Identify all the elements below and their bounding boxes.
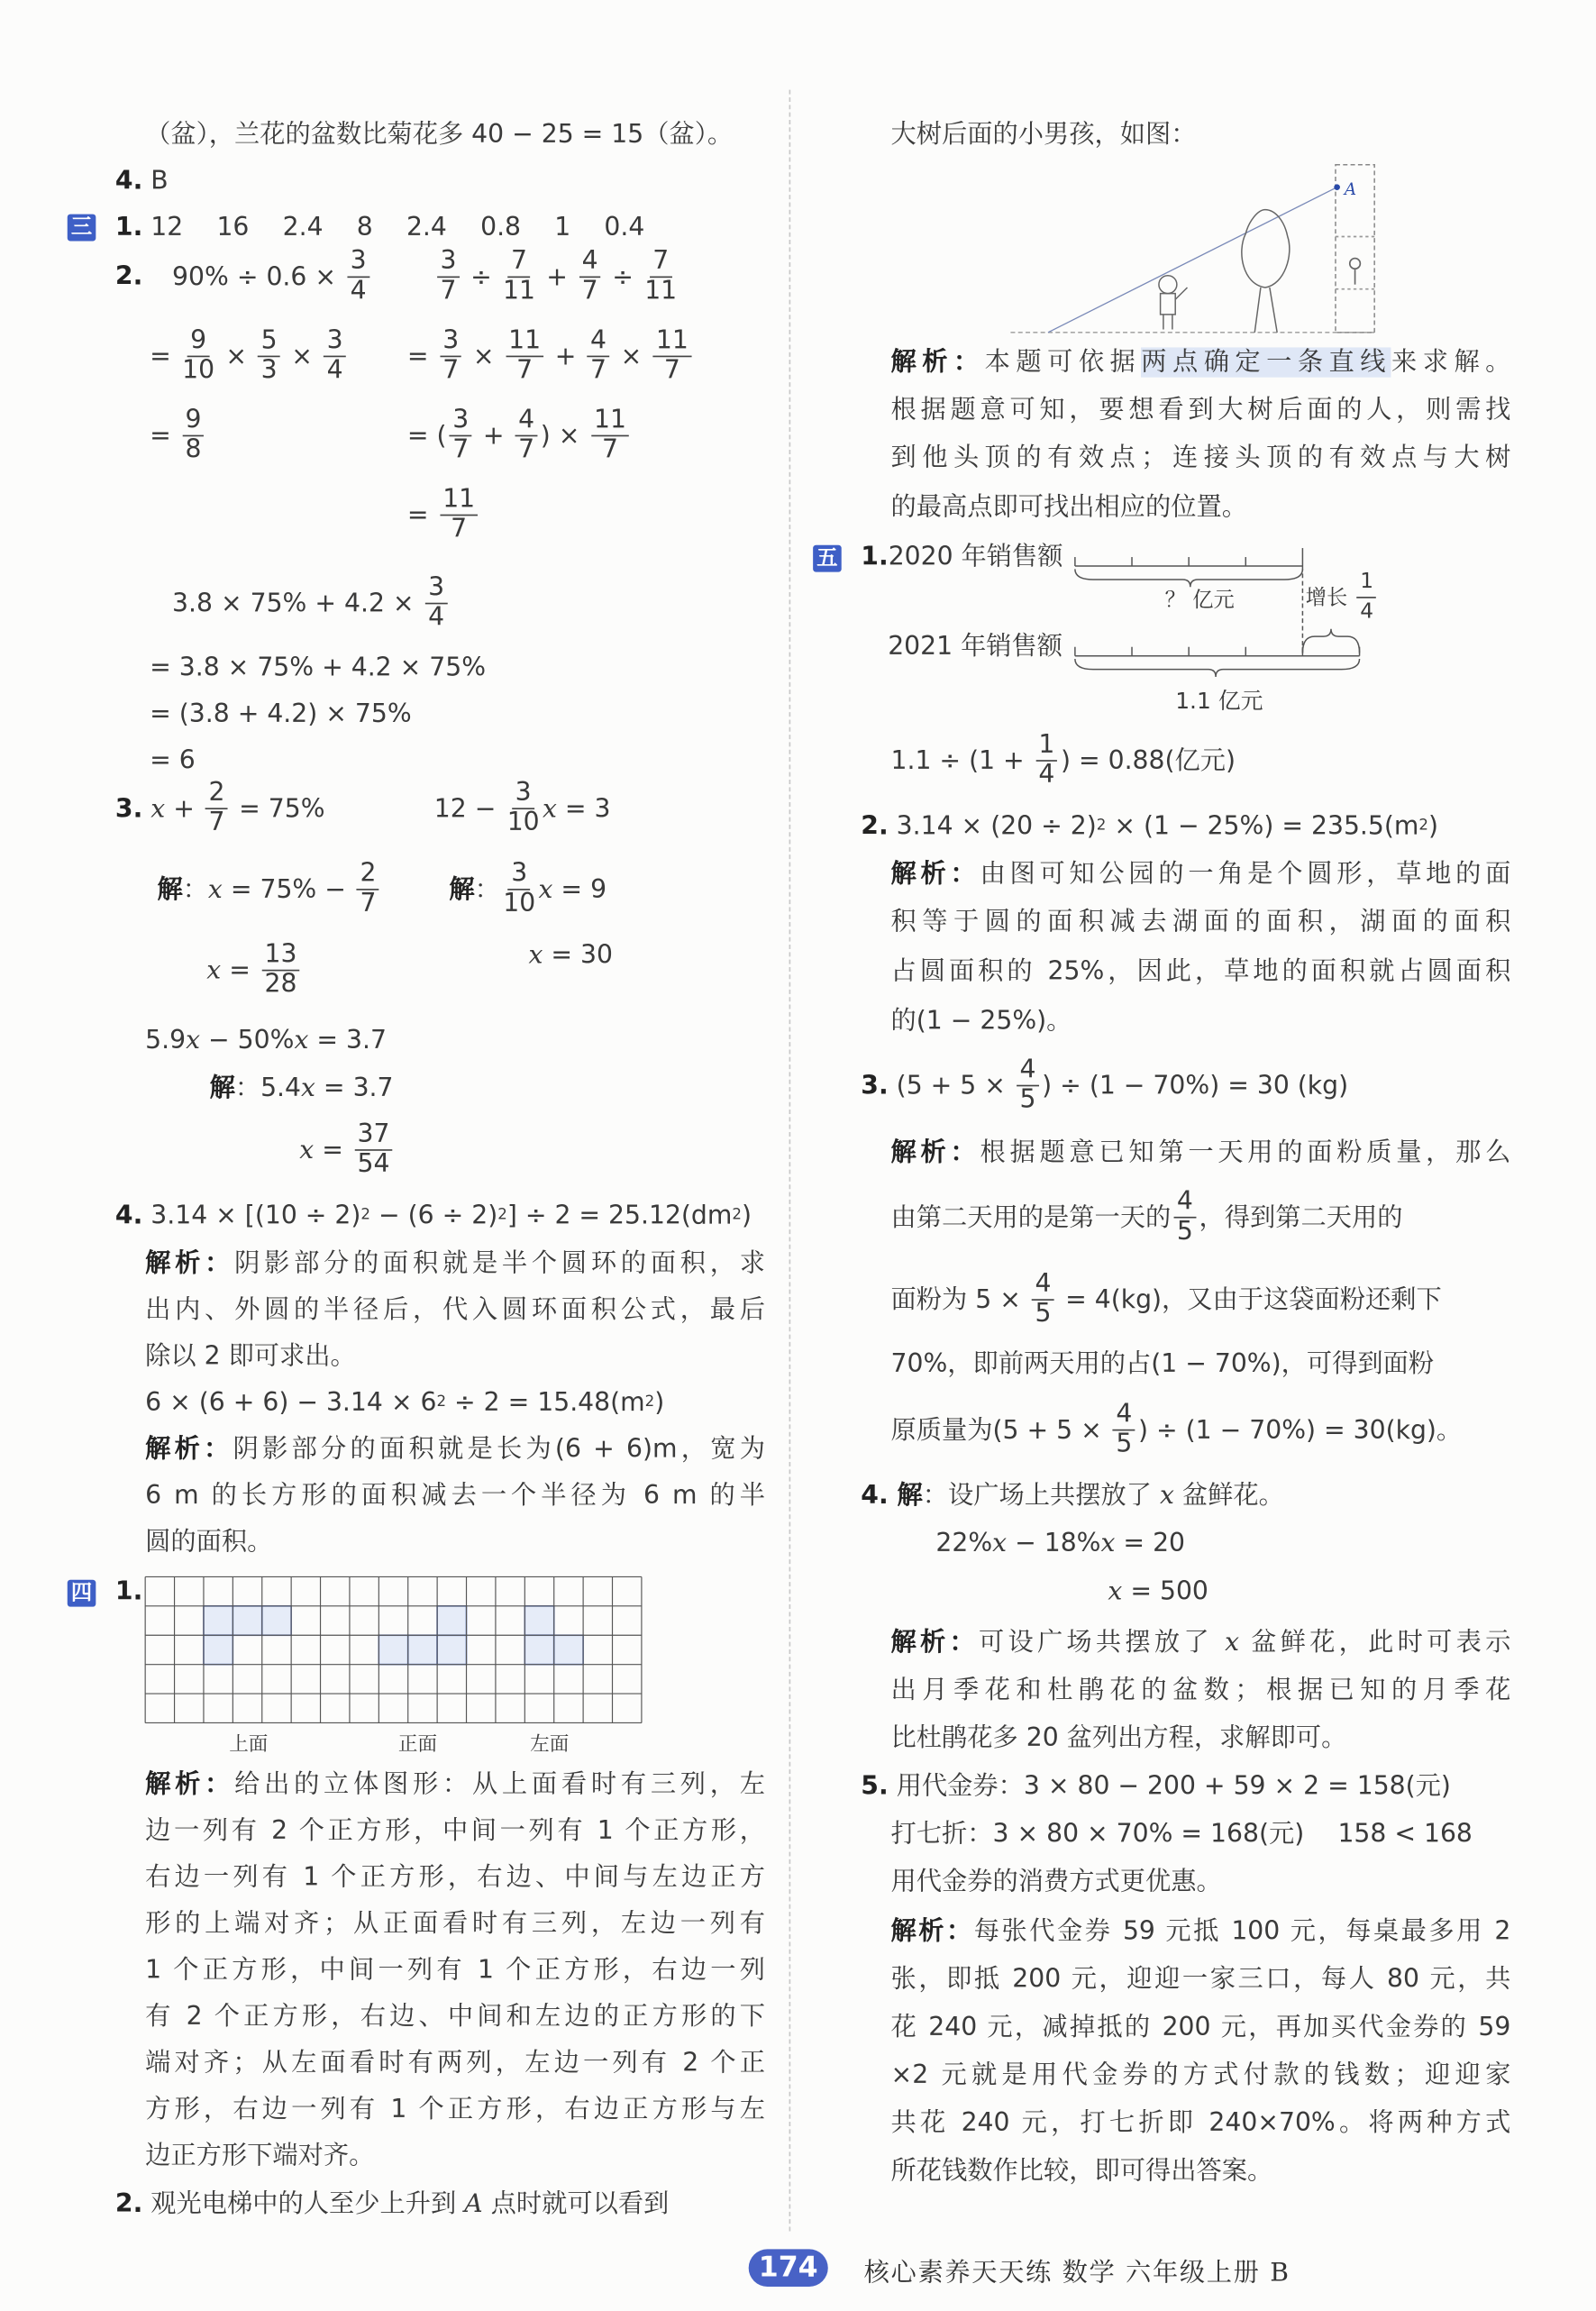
numerator: 3: [440, 327, 462, 357]
denominator: 54: [357, 1149, 390, 1180]
text-segment: 张，即抵 200 元，迎迎一家三口，每人 80 元，共: [890, 1964, 1511, 1995]
numerator: 2: [357, 860, 379, 890]
text-segment: − (6 ÷ 2): [370, 1201, 498, 1231]
analysis-line: [891, 2059, 1511, 2092]
numerator: 7: [650, 248, 672, 278]
bold-label: 3.: [861, 1070, 889, 1101]
bold-label: 解析：: [145, 1434, 233, 1465]
text-segment: 3.14 × [(10 ÷ 2): [142, 1201, 361, 1231]
denominator: 7: [360, 889, 377, 919]
bold-label: 解析：: [890, 1916, 974, 1947]
text-segment: = 30: [543, 940, 613, 971]
bold-label: 2.: [861, 811, 889, 842]
denominator: 11: [644, 276, 678, 306]
text-segment: 12 −: [433, 793, 505, 824]
numerator: 11: [506, 327, 544, 357]
text-segment: × (1 − 25%) = 235.5(m: [1106, 811, 1419, 842]
numerator: 3: [347, 248, 369, 278]
text-segment: +: [546, 341, 585, 372]
text-segment: 增长: [1305, 585, 1354, 610]
text-segment: ): [741, 1201, 752, 1231]
bold-label: 解: [209, 1073, 235, 1104]
analysis-line: [891, 1674, 1511, 1707]
numerator: 3: [324, 327, 346, 357]
denominator: 5: [1116, 1429, 1133, 1460]
denominator: 7: [663, 355, 680, 386]
bold-label: 解析：: [890, 1137, 980, 1168]
numerator: 5: [258, 327, 280, 357]
analysis-line: [891, 1188, 1403, 1247]
text-segment: 大树后面的小男孩，如图：: [890, 119, 1197, 151]
text-segment: 5.9: [145, 1026, 187, 1056]
denominator: 5: [1019, 1084, 1036, 1115]
math-line: [890, 729, 1236, 790]
text-segment: 由图可知公园的一角是个圆形，草地的面: [980, 859, 1511, 890]
fraction: [1035, 729, 1058, 790]
text-segment: 所花钱数作比较，即可得出答案。: [890, 2156, 1273, 2187]
bold-label: 解析：: [890, 1627, 979, 1658]
text-segment: = (3.8 + 4.2) × 75%: [150, 699, 412, 730]
superscript: 2: [436, 1393, 447, 1411]
text-segment: = 3.7: [315, 1073, 394, 1104]
denominator: 7: [518, 434, 535, 465]
text-segment: 占圆面积的 25%，因此，草地的面积就占圆面积: [890, 956, 1511, 987]
bold-label: 1.: [861, 542, 889, 572]
text-segment: 来求解。: [1391, 347, 1511, 378]
analysis-line: [891, 1401, 1463, 1459]
variable: x: [207, 874, 223, 905]
text-segment: = 20: [1115, 1529, 1186, 1559]
analysis-line: [891, 2107, 1511, 2141]
text-segment: 12 16 2.4 8 2.4 0.8 1 0.4: [142, 212, 645, 243]
answer-line: [891, 1866, 1222, 1899]
text-segment: ？ 亿元: [1164, 588, 1235, 613]
numerator: 4: [1113, 1401, 1135, 1430]
denominator: 10: [506, 808, 540, 838]
numerator: 2: [205, 780, 228, 809]
highlighted-text: 两点确定一条直线: [1141, 347, 1392, 378]
text-segment: = 6: [150, 745, 196, 776]
text-segment: 根据题意已知第一天用的面粉质量，那么: [980, 1137, 1511, 1168]
text-segment: ] ÷ 2 = 25.12(dm: [506, 1201, 733, 1231]
book-title: 核心素养天天练 数学 六年级上册 B: [863, 2258, 1290, 2288]
variable: x: [992, 1529, 1008, 1559]
text-segment: 22%: [935, 1529, 993, 1559]
denominator: 4: [326, 355, 343, 386]
numerator: 3: [512, 780, 534, 809]
text-segment: 的最高点即可找出相应的位置。: [890, 492, 1247, 523]
numerator: 11: [591, 406, 630, 436]
denominator: 7: [208, 808, 225, 838]
numerator: 1: [1035, 732, 1058, 762]
analysis-line: [891, 1347, 1435, 1381]
text-segment: 右边一列有 1 个正方形，右边、中间与左边正方: [145, 1862, 765, 1894]
analysis-line: [891, 1963, 1511, 1996]
text-segment: ×: [464, 341, 503, 372]
text-segment: ) ×: [540, 420, 588, 452]
denominator: 7: [590, 355, 606, 386]
text-segment: +: [538, 261, 576, 292]
variable: x: [301, 1073, 315, 1104]
text-segment: =: [406, 499, 437, 531]
text-segment: 有 2 个正方形，右边、中间和左边的正方形的下: [145, 2002, 765, 2032]
text-segment: 比杜鹃花多 20 盆列出方程，求解即可。: [890, 1723, 1347, 1754]
numerator: 4: [588, 327, 610, 357]
math-line: [861, 1056, 1348, 1115]
text-segment: 形的上端对齐；从正面看时有三列，左边一列有: [145, 1909, 765, 1940]
numerator: 3: [508, 860, 531, 890]
analysis-line: [891, 1915, 1511, 1949]
answer-line: [861, 1770, 1451, 1804]
text-segment: 阴影部分的面积就是半个圆环的面积，求: [234, 1248, 766, 1279]
text-segment: = 9: [552, 874, 607, 905]
superscript: 2: [1418, 818, 1429, 835]
text-segment: 原质量为(5 + 5 ×: [890, 1415, 1110, 1446]
text-segment: 除以 2 即可求出。: [145, 1341, 356, 1372]
text-segment: = 4(kg)，又由于这袋面粉还剩下: [1057, 1284, 1442, 1315]
fraction: [1174, 1188, 1197, 1247]
text-segment: ÷: [604, 261, 642, 292]
bold-label: 4.: [114, 1201, 143, 1231]
variable: x: [528, 940, 543, 971]
bold-label: 4. 解: [861, 1481, 923, 1512]
denominator: 4: [1038, 760, 1055, 790]
text-segment: ×: [217, 341, 256, 372]
grid-label-left: 左面: [530, 1733, 570, 1757]
variable: x: [538, 874, 553, 905]
text-segment: 每张代金券 59 元抵 100 元，每桌最多用 2: [973, 1916, 1511, 1947]
text-segment: = (: [406, 420, 447, 452]
text-segment: =: [314, 1135, 351, 1165]
text-segment: 到他头顶的有效点；连接头顶的有效点与大树: [890, 443, 1511, 474]
denominator: 4: [350, 276, 367, 306]
variable: x: [1108, 1576, 1123, 1607]
numerator: 13: [261, 941, 300, 971]
denominator: 7: [602, 434, 619, 465]
text-segment: − 50%: [200, 1026, 295, 1056]
denominator: 5: [1035, 1299, 1052, 1329]
text-segment: 盆鲜花，此时可表示: [1239, 1627, 1511, 1658]
text-segment: =: [150, 420, 179, 452]
text-segment: = 3.8 × 75% + 4.2 × 75%: [150, 653, 487, 683]
variable: x: [1159, 1481, 1174, 1512]
fraction: [1032, 1271, 1054, 1329]
text-segment: (5 + 5 ×: [888, 1070, 1014, 1101]
math-line: [1108, 1576, 1208, 1609]
text-segment: = 75%: [231, 793, 325, 824]
answer-line: [891, 1818, 1473, 1851]
denominator: 5: [1176, 1216, 1193, 1247]
numerator: 37: [354, 1121, 393, 1151]
fraction: [1113, 1401, 1135, 1459]
denominator: 3: [260, 355, 278, 386]
text-segment: 用代金券的消费方式更优惠。: [890, 1867, 1222, 1897]
bold-label: 3.: [114, 793, 143, 824]
text-segment: 根据题意可知，要想看到大树后面的人，则需找: [890, 395, 1511, 425]
numerator: 4: [515, 406, 538, 436]
analysis-line: [891, 2011, 1511, 2044]
analysis-line: [891, 1137, 1511, 1170]
text-segment: ×: [612, 341, 651, 372]
text-segment: 本题可依据: [984, 347, 1142, 378]
bold-label: 2.: [114, 261, 143, 292]
fraction: [1017, 1056, 1039, 1115]
text-segment: 阴影部分的面积就是长为(6 + 6)m，宽为: [233, 1434, 765, 1465]
page-number: 174: [749, 2249, 828, 2287]
text-segment: = 3.7: [308, 1026, 387, 1056]
text-segment: 1.1 亿元: [1175, 687, 1263, 715]
text-segment: 共花 240 元，打七折即 240×70%。将两种方式: [890, 2108, 1511, 2139]
text-segment: 盆鲜花。: [1173, 1481, 1284, 1512]
variable: A: [464, 2188, 483, 2220]
text-segment: 3.8 × 75% + 4.2 ×: [172, 588, 423, 619]
text-segment: 用代金券：3 × 80 − 200 + 59 × 2 = 158(元): [888, 1771, 1451, 1802]
variable: x: [150, 793, 166, 824]
text-segment: =: [406, 341, 437, 372]
variable: x: [186, 1026, 201, 1056]
variable: x: [542, 793, 557, 824]
text-segment: ÷: [462, 261, 500, 292]
denominator: 28: [264, 969, 297, 1000]
denominator: 7: [451, 514, 468, 544]
bold-label: 解析：: [145, 1248, 235, 1279]
numerator: 4: [1032, 1271, 1054, 1301]
text-segment: 70%，即前两天用的占(1 − 70%)，可得到面粉: [890, 1348, 1435, 1380]
text-segment: ) = 0.88(亿元): [1060, 745, 1236, 776]
superscript: 2: [1096, 818, 1107, 835]
denominator: 7: [440, 276, 457, 306]
bold-label: 1.: [114, 1576, 143, 1607]
text-segment: ): [654, 1388, 665, 1419]
analysis-line: [891, 1005, 1072, 1038]
bold-label: 2.: [114, 2188, 143, 2220]
numerator: 11: [653, 327, 692, 357]
numerator: 9: [182, 406, 205, 436]
text-segment: 观光电梯中的人至少上升到: [142, 2188, 465, 2220]
text-segment: 圆的面积。: [145, 1527, 273, 1557]
text-segment: 6 m 的长方形的面积减去一个半径为 6 m 的半: [145, 1481, 765, 1512]
text-segment: +: [474, 420, 513, 452]
numerator: 1: [1357, 569, 1376, 598]
text-segment: 面粉为 5 ×: [890, 1284, 1029, 1315]
text-segment: ): [1428, 811, 1439, 842]
numerator: 4: [579, 248, 601, 278]
analysis-line: [891, 955, 1511, 989]
text-segment: 1.1 ÷ (1 +: [890, 745, 1033, 776]
variable: x: [1100, 1529, 1116, 1559]
grid-label-top: 上面: [229, 1733, 269, 1757]
bold-label: 解: [449, 874, 475, 905]
superscript: 2: [497, 1207, 507, 1224]
variable: x: [299, 1135, 315, 1165]
text-segment: ：: [474, 874, 500, 905]
denominator: 10: [503, 889, 536, 919]
numerator: 11: [440, 486, 479, 516]
numerator: 3: [425, 574, 448, 604]
text-segment: = 75% −: [222, 874, 354, 905]
text-segment: ×2 元就是用代金券的方式付款的钱数；迎迎家: [890, 2060, 1511, 2091]
text-segment: 打七折：3 × 80 × 70% = 168(元) 158 < 168: [890, 1819, 1473, 1850]
analysis-line: [891, 858, 1511, 891]
denominator: 4: [1360, 599, 1374, 624]
bold-label: 解: [157, 874, 183, 905]
answer-line: [861, 1479, 1284, 1512]
text-segment: 端对齐；从左面看时有两列，左边一列有 2 个正: [145, 2048, 765, 2079]
bold-label: 解析：: [145, 1769, 235, 1801]
text-segment: 可设广场共摆放了: [978, 1627, 1226, 1658]
text-segment: 6 × (6 + 6) − 3.14 × 6: [145, 1388, 437, 1419]
denominator: 8: [185, 434, 202, 465]
variable: x: [1225, 1627, 1240, 1658]
superscript: 2: [732, 1207, 742, 1224]
text-segment: +: [165, 793, 203, 824]
denominator: 7: [516, 355, 534, 386]
analysis-line: [891, 1271, 1442, 1329]
text-segment: 90% ÷ 0.6 ×: [172, 261, 345, 292]
text-segment: ×: [283, 341, 321, 372]
bold-label: 解析：: [890, 859, 980, 890]
text-segment: =: [221, 955, 259, 986]
denominator: 11: [503, 276, 536, 306]
text-segment: 给出的立体图形：从上面看时有三列，左: [234, 1769, 766, 1801]
text-segment: 2020 年销售额: [888, 542, 1063, 572]
text-segment: ，得到第二天用的: [1199, 1202, 1403, 1233]
text-segment: （盆），兰花的盆数比菊花多 40 − 25 = 15（盆）。: [145, 119, 734, 151]
bold-label: 4.: [114, 166, 143, 196]
analysis-line: [891, 1722, 1347, 1756]
text-segment: − 18%: [1007, 1529, 1101, 1559]
text-segment: ÷ 2 = 15.48(m: [446, 1388, 645, 1419]
bold-label: 5.: [861, 1771, 889, 1802]
text-segment: 方形，右边一列有 1 个正方形，右边正方形与左: [145, 2095, 765, 2125]
denominator: 7: [581, 276, 598, 306]
section-badge-4: 四: [68, 1580, 96, 1607]
text-segment: 边正方形下端对齐。: [145, 2141, 375, 2172]
text-segment: ：设广场上共摆放了: [922, 1481, 1160, 1512]
text-segment: ：: [182, 874, 208, 905]
text-segment: 边一列有 2 个正方形，中间一列有 1 个正方形，: [145, 1816, 765, 1847]
text-segment: 积等于圆的面积减去湖面的面积，湖面的面积: [890, 907, 1511, 938]
section-badge-5: 五: [813, 545, 842, 572]
denominator: 4: [428, 602, 445, 633]
bold-label: 解析：: [890, 347, 985, 378]
text-segment: 1 个正方形，中间一列有 1 个正方形，右边一列: [145, 1955, 765, 1987]
point-a-label: A: [1344, 179, 1357, 199]
superscript: 2: [360, 1207, 371, 1224]
analysis-line: [891, 1626, 1511, 1659]
text-segment: = 500: [1122, 1576, 1208, 1607]
text-segment: B: [142, 166, 169, 196]
text-segment: 出月季花和杜鹃花的盆数；根据已知的月季花: [890, 1676, 1511, 1706]
text-segment: 花 240 元，减掉抵的 200 元，再加买代金券的 59: [890, 2012, 1511, 2043]
text-segment: 的(1 − 25%)。: [890, 1006, 1072, 1037]
denominator: 7: [452, 434, 470, 465]
numerator: 7: [508, 248, 531, 278]
variable: x: [206, 955, 222, 986]
text-segment: =: [150, 341, 179, 372]
numerator: 9: [187, 327, 210, 357]
text-segment: 点时就可以看到: [482, 2188, 670, 2220]
bold-label: 1.: [114, 212, 143, 243]
grid-label-front: 正面: [397, 1733, 438, 1757]
numerator: 4: [1017, 1056, 1039, 1086]
text-segment: 2021 年销售额: [888, 632, 1063, 662]
text-segment: ) ÷ (1 − 70%) = 30 (kg): [1042, 1070, 1349, 1101]
analysis-line: [891, 2155, 1273, 2188]
numerator: 3: [450, 406, 472, 436]
text-segment: ) ÷ (1 − 70%) = 30(kg)。: [1138, 1415, 1463, 1446]
numerator: 4: [1174, 1188, 1197, 1218]
denominator: 7: [442, 355, 460, 386]
superscript: 2: [644, 1393, 655, 1411]
analysis-line: [891, 906, 1511, 939]
math-line: [935, 1528, 1185, 1561]
text-segment: 由第二天用的是第一天的: [890, 1202, 1172, 1233]
text-segment: 3.14 × (20 ÷ 2): [888, 811, 1097, 842]
text-segment: ：5.4: [234, 1073, 302, 1104]
section-badge-3: 三: [68, 215, 96, 242]
numerator: 3: [437, 248, 460, 278]
text-segment: = 3: [556, 793, 611, 824]
text-segment: 出内、外圆的半径后，代入圆环面积公式，最后: [145, 1295, 765, 1326]
variable: x: [294, 1026, 309, 1056]
denominator: 10: [182, 355, 215, 386]
math-line: [861, 810, 1438, 844]
